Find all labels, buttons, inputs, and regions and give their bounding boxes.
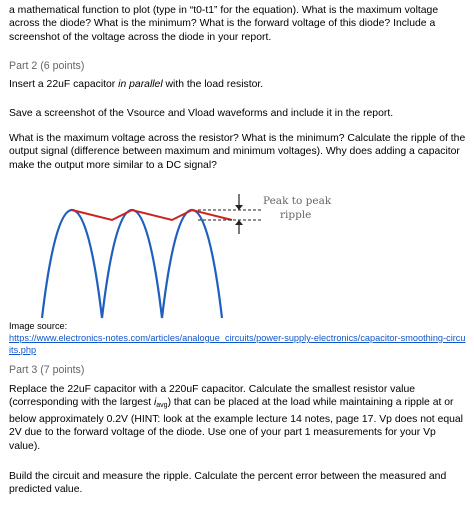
image-source-link[interactable]: https://www.electronics-notes.com/articles/analogue_circuits/power-supply-electronics/capacitor-smoothing-circuits.php [9, 333, 466, 355]
ripple-waveform [72, 210, 232, 220]
annotation-peak-to-peak: Peak to peak [263, 195, 332, 207]
rectified-waveform [42, 210, 222, 318]
part3-text-start: Replace the 22uF capacitor with a 220uF capacitor. Calculate the smallest resistor value (corresponding with the largest [9, 384, 416, 409]
insert-text-start: Insert a 22uF capacitor [9, 79, 119, 90]
image-source-label: Image source: [9, 321, 68, 331]
part3-paragraph-1 [9, 383, 467, 453]
ripple-arrowhead-down [235, 205, 243, 210]
part3-text-end: ) that can be placed at the load while maintaining a ripple at or below approximately 0.2V (HINT: look at the example lecture 14 notes, page 17. Vp does not equal 2V due to the forward voltage of the diode. Use one of your part 1 measurements for your Vp value). [9, 397, 463, 452]
part2-insert-instruction [9, 78, 467, 91]
annotation-ripple: ripple [280, 209, 312, 221]
insert-text-emphasis: in parallel [118, 79, 163, 90]
part2-save-instruction: Save a screenshot of the Vsource and Vload waveforms and include it in the report. [9, 108, 394, 119]
current-subscript: avg [156, 402, 168, 410]
current-symbol: i [153, 397, 157, 409]
part2-heading: Part 2 (6 points) [9, 60, 85, 72]
part3-heading: Part 3 (7 points) [9, 364, 85, 376]
intro-paragraph: a mathematical function to plot (type in “t0-t1” for the equation). What is the maximum voltage across the diode? What is the minimum? What is the forward voltage of this diode? Include a screenshot of the voltage across the diode in your report. [9, 5, 439, 43]
part3-paragraph-2: Build the circuit and measure the ripple. Calculate the percent error between the measured and predicted value. [9, 471, 447, 496]
capacitor-smoothing-figure [30, 190, 332, 318]
part2-question: What is the maximum voltage across the resistor? What is the minimum? Calculate the ripple of the output signal (difference between maximum and minimum voltages). Why does adding a capacitor make the output more similar to a DC signal? [9, 133, 466, 171]
insert-text-end: with the load resistor. [162, 79, 264, 90]
ripple-arrowhead-up [235, 220, 243, 225]
